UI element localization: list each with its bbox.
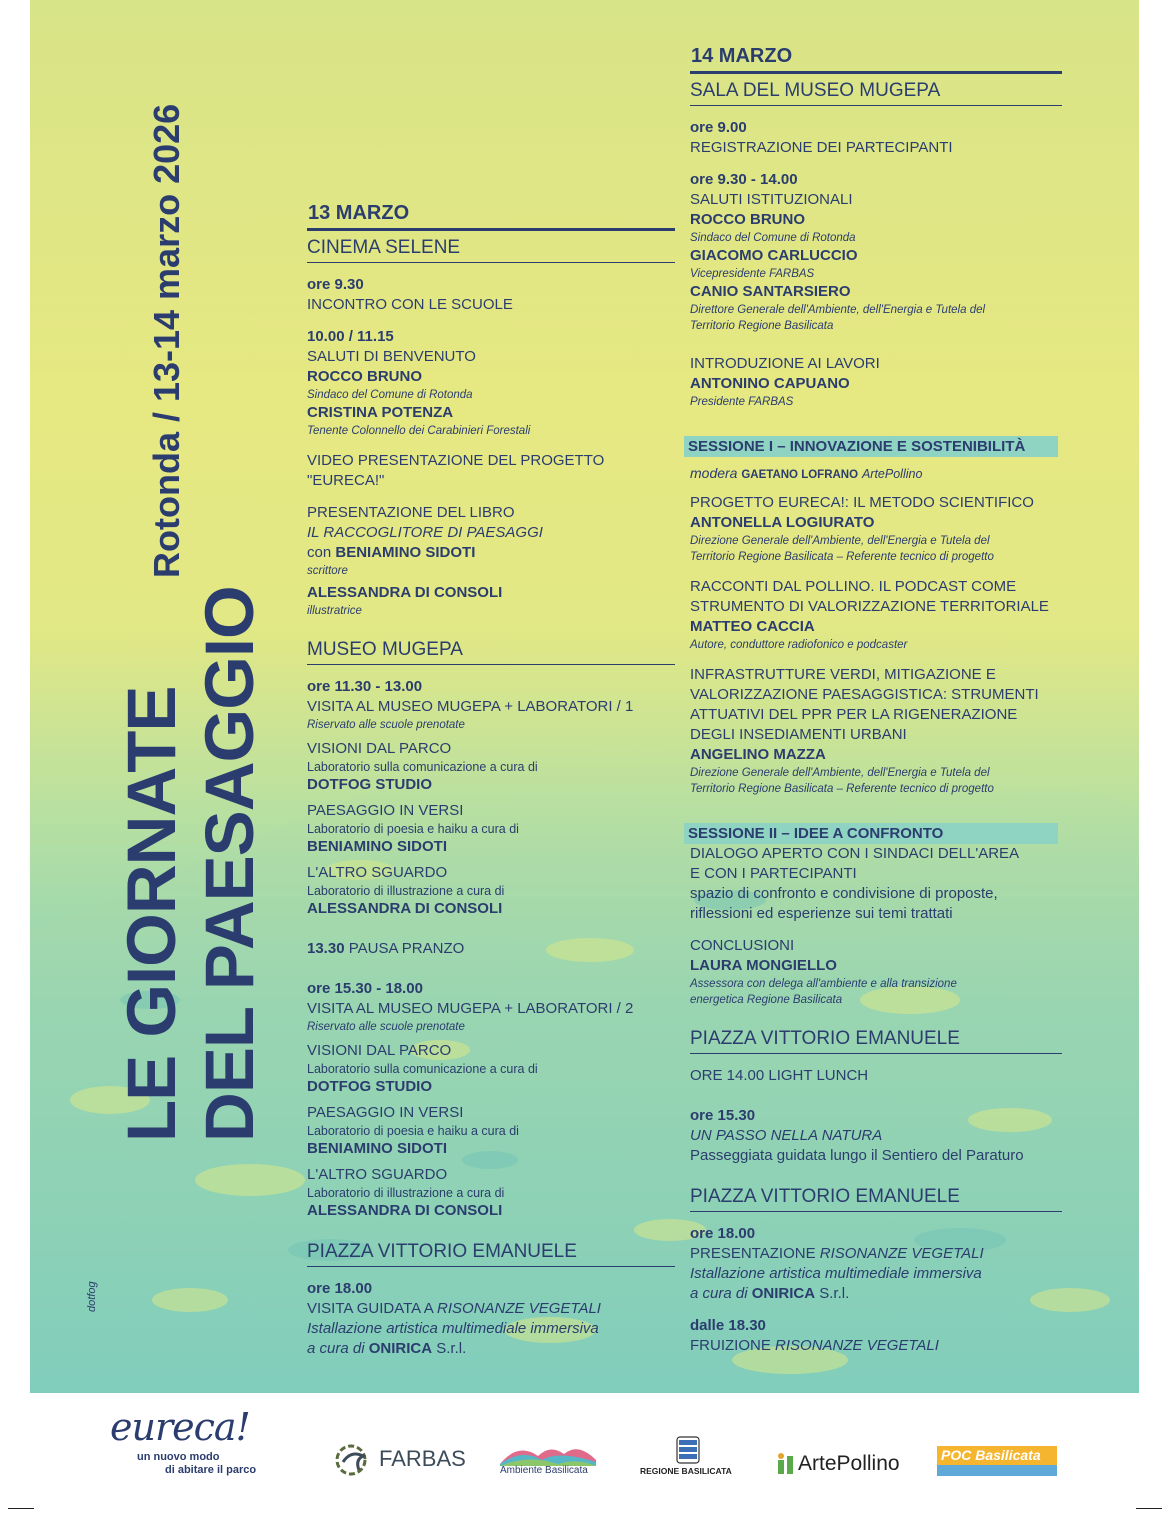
talk-title: STRUMENTO DI VALORIZZAZIONE TERRITORIALE	[690, 598, 1049, 615]
item-title: VISITA AL MUSEO MUGEPA + LABORATORI / 1	[307, 698, 634, 715]
speaker-role: Territorio Regione Basilicata – Referente tecnico di progetto	[690, 783, 994, 795]
lab-item	[307, 1041, 675, 1097]
lab-description: Laboratorio sulla comunicazione a cura di	[307, 1062, 538, 1076]
talk-description: spazio di confronto e condivisione di proposte,	[690, 885, 998, 902]
program-item	[690, 1224, 1062, 1304]
item-title: "EURECA!"	[307, 472, 385, 489]
program-day-13	[307, 197, 675, 1359]
talk-description: riflessioni ed esperienze sui temi trattati	[690, 905, 953, 922]
item-title: VIDEO PRESENTAZIONE DEL PROGETTO	[307, 452, 605, 469]
eureca-tagline	[137, 1451, 256, 1477]
work-title: RISONANZE VEGETALI	[437, 1300, 601, 1317]
item-title: UN PASSO NELLA NATURA	[690, 1127, 883, 1144]
speaker-role: illustratrice	[307, 605, 362, 617]
item-time: ore 11.30 - 13.00	[307, 678, 423, 695]
curator-label: a cura di	[307, 1340, 365, 1357]
session-block	[690, 436, 1062, 485]
day-heading: 14 MARZO	[690, 40, 1062, 74]
item-note: Riservato alle scuole prenotate	[307, 1021, 465, 1033]
event-title-line2: DEL PAESAGGIO	[191, 586, 268, 1142]
curator-suffix: S.r.l.	[819, 1285, 850, 1302]
design-credit: dotfog	[86, 1281, 98, 1312]
coat-of-arms-icon	[640, 1436, 735, 1464]
talk-item	[690, 665, 1062, 797]
item-title: CONCLUSIONI	[690, 937, 795, 954]
session-heading: SESSIONE II – IDEE A CONFRONTO	[684, 823, 1058, 844]
farbas-mark-icon	[333, 1442, 377, 1478]
curator-label: a cura di	[690, 1285, 748, 1302]
poster	[30, 0, 1139, 1393]
moderator-name: GAETANO LOFRANO	[741, 469, 859, 481]
speaker-name: ROCCO BRUNO	[690, 211, 805, 228]
speaker-name: ROCCO BRUNO	[307, 368, 422, 385]
tagline-line2: di abitare il parco	[165, 1464, 257, 1476]
work-title: RISONANZE VEGETALI	[819, 1245, 984, 1262]
farbas-logo	[333, 1442, 466, 1482]
speaker-name: BENIAMINO SIDOTI	[335, 544, 476, 561]
item-title: ORE 14.00 LIGHT LUNCH	[690, 1067, 869, 1084]
talk-title: DIALOGO APERTO CON I SINDACI DELL'AREA	[690, 845, 1020, 862]
program-item	[690, 1316, 1062, 1356]
lab-description: Laboratorio sulla comunicazione a cura di	[307, 760, 538, 774]
talk-title: E CON I PARTECIPANTI	[690, 865, 857, 882]
day-heading: 13 MARZO	[307, 197, 675, 231]
lab-item	[307, 801, 675, 857]
talk-title: RACCONTI DAL POLLINO. IL PODCAST COME	[690, 578, 1017, 595]
venue-heading: PIAZZA VITTORIO EMANUELE	[307, 1235, 675, 1267]
session-block	[690, 823, 1062, 924]
artepollino-mark-icon	[776, 1452, 796, 1474]
moderator-label: modera	[690, 465, 738, 481]
speaker-name: CANIO SANTARSIERO	[690, 283, 851, 300]
lab-item	[307, 1165, 675, 1221]
regione-name: REGIONE BASILICATA	[640, 1466, 732, 1476]
item-description: Istallazione artistica multimediale immersiva	[690, 1265, 982, 1282]
item-title: SALUTI DI BENVENUTO	[307, 348, 476, 365]
lab-item	[307, 863, 675, 919]
lab-title: PAESAGGIO IN VERSI	[307, 1104, 464, 1121]
item-title: INTRODUZIONE AI LAVORI	[690, 355, 880, 372]
lab-description: Laboratorio di poesia e haiku a cura di	[307, 822, 519, 836]
speaker-role: Sindaco del Comune di Rotonda	[307, 389, 473, 401]
item-time: ore 9.00	[690, 119, 747, 136]
venue-heading: MUSEO MUGEPA	[307, 633, 675, 665]
program-item	[690, 354, 1062, 410]
lab-host: ALESSANDRA DI CONSOLI	[307, 1202, 503, 1219]
ambiente-basilicata-logo	[498, 1440, 598, 1480]
lab-host: BENIAMINO SIDOTI	[307, 838, 448, 855]
item-description: Passeggiata guidata lungo il Sentiero del Paraturo	[690, 1147, 1024, 1164]
speaker-name: LAURA MONGIELLO	[690, 957, 837, 974]
speaker-role: Autore, conduttore radiofonico e podcaster	[690, 639, 908, 651]
program-item	[690, 1106, 1062, 1166]
program-item	[307, 451, 675, 491]
lab-title: L'ALTRO SGUARDO	[307, 864, 448, 881]
speaker-role: Assessora con delega all'ambiente e alla transizione	[690, 978, 957, 990]
program-item	[307, 979, 675, 1035]
speaker-name: CRISTINA POTENZA	[307, 404, 454, 421]
item-title: PRESENTAZIONE DEL LIBRO	[307, 504, 515, 521]
lab-description: Laboratorio di illustrazione a cura di	[307, 884, 505, 898]
speaker-role: Tenente Colonnello dei Carabinieri Forestali	[307, 425, 531, 437]
program-item	[307, 1279, 675, 1359]
speaker-name: ALESSANDRA DI CONSOLI	[307, 584, 503, 601]
program-item	[690, 936, 1062, 1008]
book-title: IL RACCOGLITORE DI PAESAGGI	[307, 524, 543, 541]
talk-title: ATTUATIVI DEL PPR PER LA RIGENERAZIONE	[690, 706, 1018, 723]
program-item	[307, 503, 675, 619]
farbas-name: FARBAS	[379, 1446, 466, 1471]
program-item	[690, 1066, 1062, 1086]
speaker-role: energetica Regione Basilicata	[690, 994, 843, 1006]
ambiente-name: Ambiente Basilicata	[500, 1465, 588, 1476]
speaker-name: ANTONELLA LOGIURATO	[690, 514, 875, 531]
lab-item	[307, 739, 675, 795]
speaker-name: GIACOMO CARLUCCIO	[690, 247, 858, 264]
item-time: ore 18.00	[690, 1225, 756, 1242]
artepollino-name: ArtePollino	[798, 1452, 900, 1475]
talk-title: PROGETTO EURECA!: IL METODO SCIENTIFICO	[690, 494, 1034, 511]
speaker-role: Vicepresidente FARBAS	[690, 268, 815, 280]
lab-host: DOTFOG STUDIO	[307, 776, 432, 793]
poc-strip	[937, 1465, 1057, 1476]
lab-description: Laboratorio di poesia e haiku a cura di	[307, 1124, 519, 1138]
venue-heading: SALA DEL MUSEO MUGEPA	[690, 74, 1062, 106]
item-title: REGISTRAZIONE DEI PARTECIPANTI	[690, 139, 953, 156]
title-block	[30, 0, 290, 1393]
lab-item	[307, 1103, 675, 1159]
program-item	[307, 939, 675, 959]
program-item	[690, 170, 1062, 334]
speaker-name: ANTONINO CAPUANO	[690, 375, 850, 392]
speaker-role: Direzione Generale dell'Ambiente, dell'Energia e Tutela del	[690, 535, 990, 547]
item-title: VISITA AL MUSEO MUGEPA + LABORATORI / 2	[307, 1000, 634, 1017]
item-time: ore 15.30 - 18.00	[307, 980, 423, 997]
item-time: 10.00 / 11.15	[307, 328, 394, 345]
regione-basilicata-logo	[640, 1436, 735, 1478]
poc-name: POC Basilicata	[941, 1447, 1041, 1463]
item-time: ore 15.30	[690, 1107, 756, 1124]
lab-title: VISIONI DAL PARCO	[307, 740, 452, 757]
curator-name: ONIRICA	[368, 1340, 433, 1357]
poc-basilicata-logo	[937, 1446, 1057, 1476]
curator-suffix: S.r.l.	[436, 1340, 467, 1357]
item-title: PRESENTAZIONE	[690, 1245, 816, 1262]
eureca-logo: eureca!	[110, 1405, 250, 1449]
speaker-name: ANGELINO MAZZA	[690, 746, 826, 763]
speaker-role: Territorio Regione Basilicata – Referente tecnico di progetto	[690, 551, 994, 563]
lab-host: ALESSANDRA DI CONSOLI	[307, 900, 503, 917]
event-title-line1: LE GIORNATE	[113, 686, 190, 1142]
speaker-role: Territorio Regione Basilicata	[690, 320, 834, 332]
program-item	[307, 327, 675, 439]
crop-mark	[8, 1508, 34, 1509]
speaker-role: Direzione Generale dell'Ambiente, dell'Energia e Tutela del	[690, 767, 990, 779]
item-note: Riservato alle scuole prenotate	[307, 719, 465, 731]
talk-item	[690, 577, 1062, 653]
lab-title: VISIONI DAL PARCO	[307, 1042, 452, 1059]
session-heading: SESSIONE I – INNOVAZIONE E SOSTENIBILITÀ	[684, 436, 1058, 457]
item-description: Istallazione artistica multimediale immersiva	[307, 1320, 599, 1337]
moderator-org: ArtePollino	[861, 467, 923, 481]
item-title: SALUTI ISTITUZIONALI	[690, 191, 853, 208]
lab-host: BENIAMINO SIDOTI	[307, 1140, 448, 1157]
item-time: ore 18.00	[307, 1280, 373, 1297]
lab-host: DOTFOG STUDIO	[307, 1078, 432, 1095]
speaker-role: Direttore Generale dell'Ambiente, dell'Energia e Tutela del	[690, 304, 986, 316]
venue-heading: CINEMA SELENE	[307, 231, 675, 263]
item-title: VISITA GUIDATA A	[307, 1300, 433, 1317]
program-item	[307, 677, 675, 733]
lab-title: L'ALTRO SGUARDO	[307, 1166, 448, 1183]
program-item	[307, 275, 675, 315]
item-time: dalle 18.30	[690, 1317, 766, 1334]
crop-mark	[1136, 1508, 1162, 1509]
talk-title: DEGLI INSEDIAMENTI URBANI	[690, 726, 907, 743]
talk-title: VALORIZZAZIONE PAESAGGISTICA: STRUMENTI	[690, 686, 1039, 703]
speaker-role: Presidente FARBAS	[690, 396, 794, 408]
item-title: INCONTRO CON LE SCUOLE	[307, 296, 513, 313]
curator-name: ONIRICA	[751, 1285, 816, 1302]
mountains-icon	[498, 1440, 598, 1466]
item-time: ore 9.30 - 14.00	[690, 171, 798, 188]
con-label: con	[307, 544, 332, 561]
speaker-name: MATTEO CACCIA	[690, 618, 815, 635]
item-title: FRUIZIONE	[690, 1337, 771, 1354]
speaker-role: Sindaco del Comune di Rotonda	[690, 232, 856, 244]
speaker-role: scrittore	[307, 565, 348, 577]
talk-title: INFRASTRUTTURE VERDI, MITIGAZIONE E	[690, 666, 996, 683]
item-title: PAUSA PRANZO	[348, 940, 465, 957]
venue-heading: PIAZZA VITTORIO EMANUELE	[690, 1022, 1062, 1054]
program-item	[690, 118, 1062, 158]
item-time: 13.30	[307, 940, 345, 957]
lab-title: PAESAGGIO IN VERSI	[307, 802, 464, 819]
artepollino-logo	[776, 1452, 900, 1476]
work-title: RISONANZE VEGETALI	[775, 1337, 939, 1354]
item-time: ore 9.30	[307, 276, 364, 293]
tagline-line1: un nuovo modo	[137, 1451, 220, 1463]
program-day-14	[690, 40, 1062, 1356]
event-location-date: Rotonda / 13-14 marzo 2026	[146, 103, 187, 578]
talk-item	[690, 493, 1062, 565]
lab-description: Laboratorio di illustrazione a cura di	[307, 1186, 505, 1200]
venue-heading: PIAZZA VITTORIO EMANUELE	[690, 1180, 1062, 1212]
